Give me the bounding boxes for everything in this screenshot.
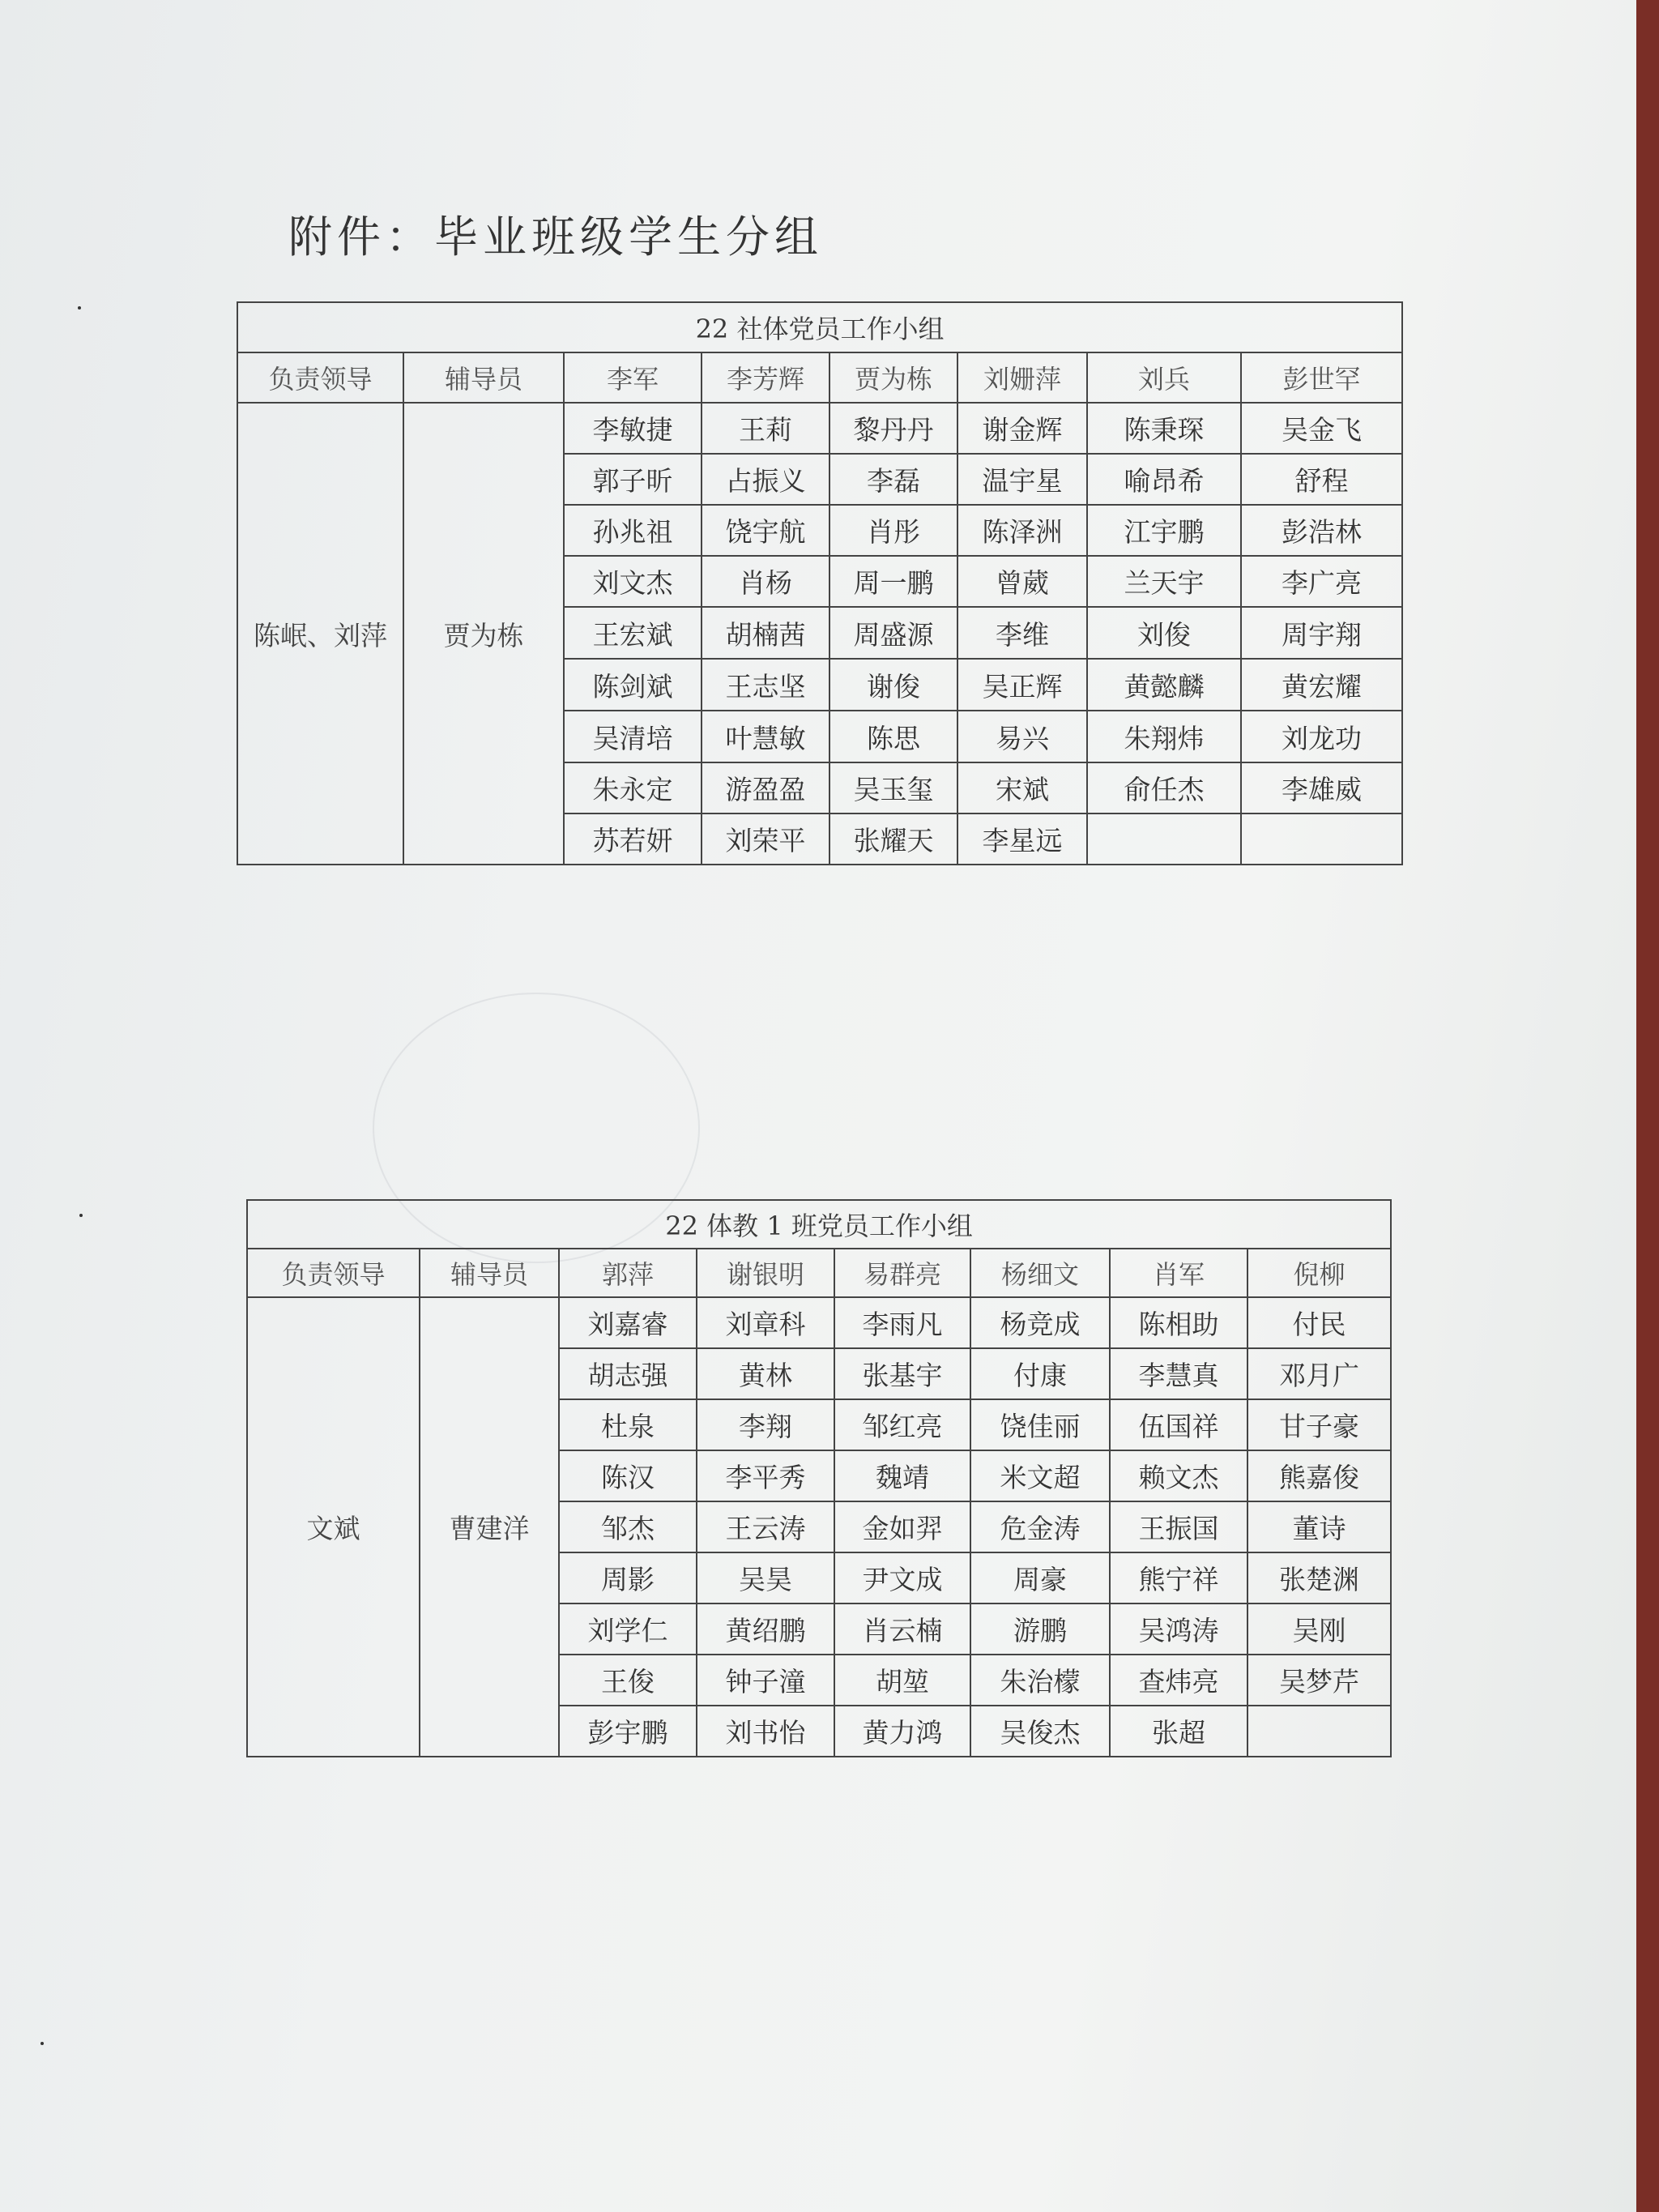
student-cell: 易兴 [957,711,1087,762]
student-cell: 李星远 [957,813,1087,865]
header-row [247,1249,1391,1297]
desk-edge [1636,0,1659,2212]
student-cell: 伍国祥 [1110,1399,1247,1450]
student-cell: 黄林 [697,1348,834,1399]
student-cell: 金如羿 [834,1501,970,1552]
student-cell: 刘书怡 [697,1706,834,1757]
student-cell: 董诗 [1247,1501,1391,1552]
group-table-1 [237,301,1403,865]
student-cell: 吴鸿涛 [1110,1603,1247,1655]
student-cell: 王宏斌 [564,607,702,659]
student-cell: 曾葳 [957,556,1087,607]
column-header: 杨细文 [970,1249,1110,1297]
student-cell: 占振义 [702,454,830,505]
student-cell: 叶慧敏 [702,711,830,762]
student-cell: 魏靖 [834,1450,970,1501]
student-cell: 查炜亮 [1110,1655,1247,1706]
student-cell: 黎丹丹 [830,403,957,454]
student-cell: 李敏捷 [564,403,702,454]
student-cell: 李广亮 [1241,556,1402,607]
column-header: 谢银明 [697,1249,834,1297]
student-cell: 吴正辉 [957,659,1087,711]
student-cell: 刘学仁 [559,1603,697,1655]
student-cell: 游盈盈 [702,762,830,813]
table-row [237,403,1402,454]
student-cell: 李翔 [697,1399,834,1450]
student-cell: 黄绍鹏 [697,1603,834,1655]
student-cell: 熊嘉俊 [1247,1450,1391,1501]
column-header: 贾为栋 [830,352,957,403]
student-cell: 李平秀 [697,1450,834,1501]
student-cell: 李维 [957,607,1087,659]
column-header: 负责领导 [237,352,403,403]
student-cell: 谢金辉 [957,403,1087,454]
column-header: 易群亮 [834,1249,970,1297]
student-cell: 刘俊 [1087,607,1241,659]
student-cell: 肖彤 [830,505,957,556]
student-cell: 黄宏耀 [1241,659,1402,711]
column-header: 辅导员 [403,352,564,403]
student-cell [1241,813,1402,865]
speck [79,1214,83,1217]
student-cell: 吴梦芹 [1247,1655,1391,1706]
student-cell: 肖杨 [702,556,830,607]
table-row [247,1297,1391,1348]
student-cell: 周宇翔 [1241,607,1402,659]
student-cell: 赖文杰 [1110,1450,1247,1501]
header-row [237,352,1402,403]
student-cell: 李慧真 [1110,1348,1247,1399]
student-cell: 朱永定 [564,762,702,813]
caption-row [237,302,1402,352]
student-cell: 刘龙功 [1241,711,1402,762]
student-cell: 张楚渊 [1247,1552,1391,1603]
student-cell: 肖云楠 [834,1603,970,1655]
student-cell: 周影 [559,1552,697,1603]
leader-cell: 文斌 [247,1297,420,1757]
student-cell: 俞任杰 [1087,762,1241,813]
student-cell: 王云涛 [697,1501,834,1552]
student-cell: 邹杰 [559,1501,697,1552]
group-table-2 [246,1199,1392,1757]
student-cell: 胡堃 [834,1655,970,1706]
student-cell: 彭浩林 [1241,505,1402,556]
student-cell: 张耀天 [830,813,957,865]
student-cell: 李雄威 [1241,762,1402,813]
student-cell: 尹文成 [834,1552,970,1603]
student-cell: 付民 [1247,1297,1391,1348]
student-cell: 吴清培 [564,711,702,762]
speck [78,306,81,310]
student-cell: 周盛源 [830,607,957,659]
student-cell: 游鹏 [970,1603,1110,1655]
student-cell: 邓月广 [1247,1348,1391,1399]
student-cell: 王莉 [702,403,830,454]
student-cell: 杨竞成 [970,1297,1110,1348]
student-cell: 宋斌 [957,762,1087,813]
student-cell: 彭宇鹏 [559,1706,697,1757]
student-cell: 朱翔炜 [1087,711,1241,762]
student-cell: 舒程 [1241,454,1402,505]
student-cell: 杜泉 [559,1399,697,1450]
column-header: 刘兵 [1087,352,1241,403]
leader-cell: 陈岷、刘萍 [237,403,403,865]
student-cell: 吴俊杰 [970,1706,1110,1757]
student-cell: 吴玉玺 [830,762,957,813]
student-cell: 周豪 [970,1552,1110,1603]
student-cell: 钟子潼 [697,1655,834,1706]
student-cell: 刘嘉睿 [559,1297,697,1348]
student-cell: 陈剑斌 [564,659,702,711]
student-cell: 王志坚 [702,659,830,711]
student-cell: 陈思 [830,711,957,762]
student-cell: 周一鹏 [830,556,957,607]
student-cell: 饶宇航 [702,505,830,556]
student-cell: 付康 [970,1348,1110,1399]
student-cell: 胡志强 [559,1348,697,1399]
student-cell: 陈秉琛 [1087,403,1241,454]
table-caption: 22 体教 1 班党员工作小组 [247,1200,1391,1249]
student-cell: 黄懿麟 [1087,659,1241,711]
student-cell: 李磊 [830,454,957,505]
column-header: 负责领导 [247,1249,420,1297]
student-cell: 陈相助 [1110,1297,1247,1348]
student-cell: 黄力鸿 [834,1706,970,1757]
column-header: 李军 [564,352,702,403]
student-cell: 熊宁祥 [1110,1552,1247,1603]
column-header: 肖军 [1110,1249,1247,1297]
student-cell: 危金涛 [970,1501,1110,1552]
student-cell: 甘子豪 [1247,1399,1391,1450]
student-cell: 吴金飞 [1241,403,1402,454]
student-cell: 温宇星 [957,454,1087,505]
student-cell: 刘荣平 [702,813,830,865]
student-cell: 张超 [1110,1706,1247,1757]
student-cell: 李雨凡 [834,1297,970,1348]
student-cell: 米文超 [970,1450,1110,1501]
student-cell: 王俊 [559,1655,697,1706]
student-cell [1247,1706,1391,1757]
student-cell: 陈泽洲 [957,505,1087,556]
caption-row [247,1200,1391,1249]
student-cell: 喻昂希 [1087,454,1241,505]
column-header: 李芳辉 [702,352,830,403]
student-cell: 郭子昕 [564,454,702,505]
student-cell: 刘章科 [697,1297,834,1348]
student-cell: 吴刚 [1247,1603,1391,1655]
counselor-cell: 贾为栋 [403,403,564,865]
column-header: 郭萍 [559,1249,697,1297]
student-cell: 孙兆祖 [564,505,702,556]
student-cell: 刘文杰 [564,556,702,607]
student-cell: 饶佳丽 [970,1399,1110,1450]
student-cell: 谢俊 [830,659,957,711]
student-cell: 江宇鹏 [1087,505,1241,556]
student-cell: 张基宇 [834,1348,970,1399]
student-cell: 胡楠茜 [702,607,830,659]
column-header: 刘姗萍 [957,352,1087,403]
student-cell: 苏若妍 [564,813,702,865]
student-cell: 邹红亮 [834,1399,970,1450]
column-header: 辅导员 [420,1249,559,1297]
student-cell: 王振国 [1110,1501,1247,1552]
counselor-cell: 曹建洋 [420,1297,559,1757]
column-header: 彭世罕 [1241,352,1402,403]
table-caption: 22 社体党员工作小组 [237,302,1402,352]
student-cell [1087,813,1241,865]
student-cell: 兰天宇 [1087,556,1241,607]
student-cell: 陈汉 [559,1450,697,1501]
student-cell: 朱治檬 [970,1655,1110,1706]
student-cell: 吴昊 [697,1552,834,1603]
page-title: 附件：毕业班级学生分组 [288,211,823,263]
column-header: 倪柳 [1247,1249,1391,1297]
speck [41,2042,44,2045]
